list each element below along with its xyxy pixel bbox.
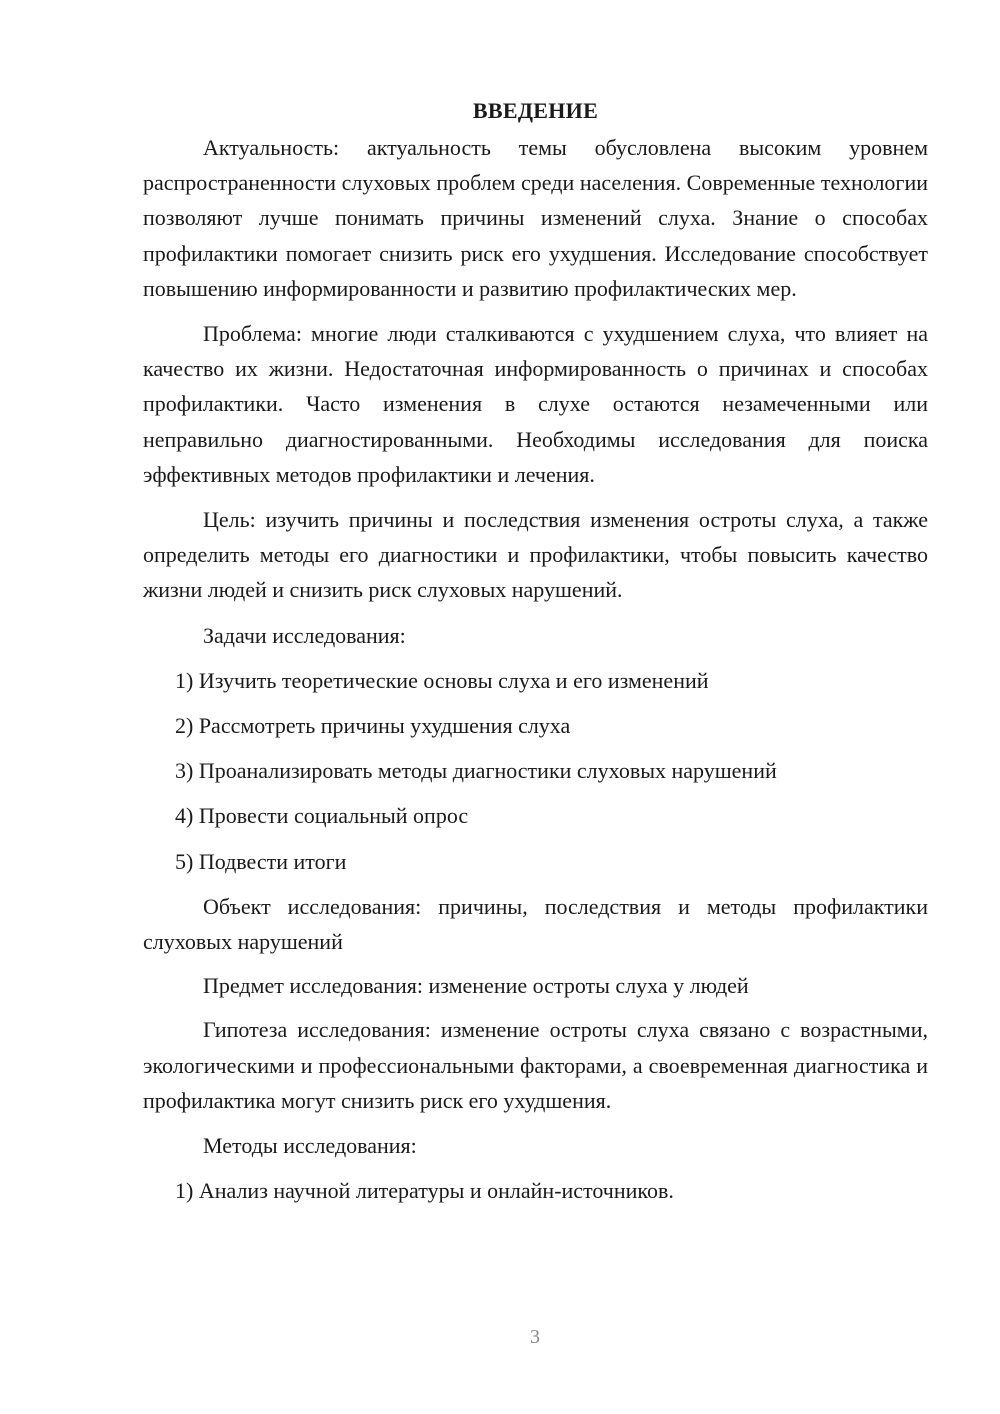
- tasks-heading: Задачи исследования:: [203, 622, 406, 648]
- tasks-list: [143, 663, 928, 879]
- problem-paragraph: Проблема: многие люди сталкиваются с ухудшением слуха, что влияет на качество их жизни. Недостаточная информированность о причинах и способах профилактики. Часто изменения в слухе остаются незамеченными или неправильно диагностированными. Необходимы исследования для поиска эффективных методов профилактики и лечения.: [143, 321, 928, 487]
- page-title: ВВЕДЕНИЕ: [472, 98, 599, 123]
- methods-heading: Методы исследования:: [203, 1133, 417, 1159]
- subject-paragraph: Предмет исследования: изменение остроты слуха у людей: [203, 973, 749, 999]
- task-item: 2) Рассмотреть причины ухудшения слуха: [175, 713, 571, 739]
- method-item: 1) Анализ научной литературы и онлайн-источников.: [175, 1178, 674, 1204]
- relevance-paragraph: Актуальность: актуальность темы обусловлена высоким уровнем распространенности слуховых проблем среди населения. Современные технологии позволяют лучше понимать причины изменений слуха. Знание о способах профилактики помогает снизить риск его ухудшения. Исследование способствует повышению информированности и развитию профилактических мер.: [143, 135, 928, 301]
- page-number: 3: [530, 1326, 540, 1348]
- document-page: [143, 96, 928, 1218]
- task-item: 1) Изучить теоретические основы слуха и его изменений: [175, 667, 709, 693]
- task-item: 3) Проанализировать методы диагностики слуховых нарушений: [175, 758, 777, 784]
- goal-paragraph: Цель: изучить причины и последствия изменения остроты слуха, а также определить методы его диагностики и профилактики, чтобы повысить качество жизни людей и снизить риск слуховых нарушений.: [143, 507, 928, 603]
- task-item: 5) Подвести итоги: [175, 848, 347, 874]
- hypothesis-paragraph: Гипотеза исследования: изменение остроты слуха связано с возрастными, экологическими и профессиональными факторами, а своевременная диагностика и профилактика могут снизить риск его ухудшения.: [143, 1017, 928, 1113]
- object-paragraph: Объект исследования: причины, последствия и методы профилактики слуховых нарушений: [143, 893, 928, 955]
- methods-list: [143, 1173, 928, 1208]
- task-item: 4) Провести социальный опрос: [175, 803, 469, 829]
